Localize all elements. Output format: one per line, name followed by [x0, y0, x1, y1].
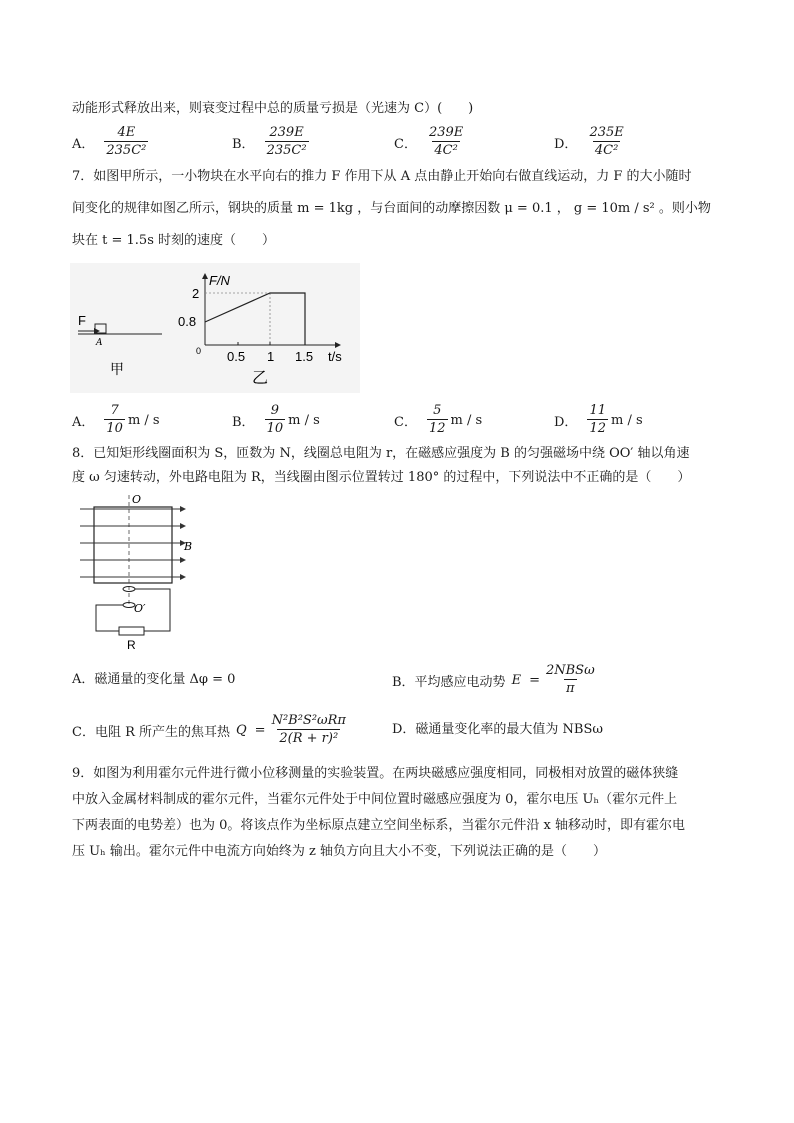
- denominator: 12: [428, 421, 446, 436]
- numerator: 9: [270, 403, 279, 418]
- fraction: [587, 124, 625, 160]
- q8-line-2: 度 ω 匀速转动，外电路电阻为 R，当线圈由图示位置转过 180° 的过程中，下列说法中不正确的是（ ）: [72, 470, 691, 485]
- q9-line-4: 压 Uₕ 输出。霍尔元件中电流方向始终为 z 轴负方向且大小不变，下列说法正确的是（ ）: [72, 844, 606, 859]
- denominator: 235C²: [266, 143, 307, 158]
- q6-option-a[interactable]: [72, 120, 148, 164]
- lhs: Q: [236, 722, 247, 738]
- numerator: N²B²S²ωRπ: [271, 713, 346, 728]
- q8-option-c[interactable]: [72, 708, 348, 752]
- numerator: 2NBSω: [545, 663, 595, 678]
- x-tick-1.5: 1.5: [295, 349, 314, 364]
- force-label: F: [78, 313, 86, 328]
- x-tick-0.5: 0.5: [227, 349, 246, 364]
- q6-stem-tail: 动能形式释放出来，则衰变过程中总的质量亏损是（光速为 C）( ): [72, 101, 474, 116]
- q9-line-3: 下两表面的电势差）也为 0。将该点作为坐标原点建立空间坐标系，当霍尔元件沿 x 轴移动时，即有霍尔电: [72, 818, 686, 833]
- q7-line-1: 7．如图甲所示，一小物块在水平向右的推力 F 作用下从 A 点由静止开始向右做直线运动，力 F 的大小随时: [72, 169, 692, 184]
- option-label: C．电阻 R 所产生的焦耳热: [72, 724, 230, 740]
- y-tick-2: 2: [192, 286, 200, 301]
- option-label: C．: [394, 136, 417, 152]
- y-tick-0.8: 0.8: [178, 314, 197, 329]
- field-arrow: [180, 574, 186, 580]
- denominator: 2(R + r)²: [279, 731, 339, 746]
- fraction: [104, 402, 125, 438]
- q7-line-2: 间变化的规律如图乙所示，钢块的质量 m = 1kg ，与台面间的动摩擦因数 μ = 0.1 ， g = 10m / s² 。则小物: [72, 201, 711, 216]
- denominator: 10: [106, 421, 123, 436]
- fraction: [587, 402, 608, 438]
- numerator: 4E: [117, 125, 136, 140]
- field-arrow: [180, 523, 186, 529]
- origin-label: 0: [196, 346, 202, 356]
- x-axis-label: t/s: [328, 349, 342, 364]
- q7-figure: [70, 263, 360, 393]
- caption-yi: 乙: [252, 368, 269, 387]
- q8-option-b[interactable]: [392, 658, 597, 702]
- q6-options: [72, 120, 732, 164]
- q7-options: [72, 398, 732, 442]
- coil: [94, 507, 172, 583]
- q6-option-b[interactable]: [232, 120, 309, 164]
- q7-option-d[interactable]: [554, 398, 643, 442]
- option-label: A．: [72, 414, 95, 430]
- x-tick-1: 1: [267, 349, 275, 364]
- unit: m / s: [288, 412, 320, 428]
- numerator: 239E: [269, 125, 304, 140]
- option-label: A．: [72, 136, 95, 152]
- numerator: 7: [110, 403, 119, 418]
- q9-line-2: 中放入金属材料制成的霍尔元件，当霍尔元件处于中间位置时磁感应强度为 0，霍尔电压 Uₕ（霍尔元件上: [72, 792, 678, 807]
- q6-option-c[interactable]: [394, 120, 465, 164]
- q7-option-b[interactable]: [232, 398, 320, 442]
- denominator: 4C²: [434, 143, 458, 158]
- q7-option-a[interactable]: [72, 398, 160, 442]
- unit: m / s: [610, 412, 643, 428]
- q8-figure: [74, 493, 198, 655]
- fraction: [544, 662, 597, 698]
- y-axis-label: F/N: [209, 273, 230, 288]
- fraction: [270, 712, 348, 748]
- lhs: E: [511, 672, 522, 688]
- numerator: 235E: [589, 125, 624, 140]
- point-a-label: A: [96, 338, 103, 348]
- q7-option-c[interactable]: [394, 398, 482, 442]
- numerator: 5: [433, 403, 442, 418]
- numerator: 11: [589, 403, 606, 418]
- denominator: π: [566, 681, 575, 696]
- fraction: [427, 124, 465, 160]
- fraction: [265, 402, 286, 438]
- option-label: C．: [394, 414, 417, 430]
- q8-option-a[interactable]: A．磁通量的变化量 Δφ = 0: [72, 672, 236, 687]
- denominator: 10: [266, 421, 284, 436]
- option-label: D．: [554, 136, 578, 152]
- q8-option-d[interactable]: D．磁通量变化率的最大值为 NBSω: [392, 722, 603, 737]
- q7-line-3: 块在 t = 1.5s 时刻的速度（ ）: [72, 233, 275, 248]
- resistor-label: R: [127, 638, 136, 652]
- resistor: [119, 627, 144, 635]
- unit: m / s: [127, 412, 160, 428]
- q9-line-1: 9．如图为利用霍尔元件进行微小位移测量的实验装置。在两块磁感应强度相同，同极相对放置的磁体狭缝: [72, 766, 679, 781]
- fraction: [427, 402, 448, 438]
- option-label: B．: [232, 414, 255, 430]
- caption-jia: 甲: [110, 362, 124, 378]
- fraction: [265, 124, 309, 160]
- equals: =: [529, 672, 540, 688]
- equals: =: [254, 722, 266, 738]
- option-label: B．: [232, 136, 255, 152]
- option-label: B．平均感应电动势: [392, 674, 506, 690]
- denominator: 4C²: [594, 143, 619, 158]
- numerator: 239E: [428, 125, 464, 140]
- field-arrow: [180, 506, 186, 512]
- field-label-b: B: [184, 540, 193, 553]
- axis-label-o: O: [132, 493, 142, 506]
- option-label: D．: [554, 414, 578, 430]
- axis-label-o-prime: O′: [134, 602, 146, 615]
- q6-option-d[interactable]: [554, 120, 626, 164]
- denominator: 235C²: [106, 143, 147, 158]
- q8-line-1: 8．已知矩形线圈面积为 S，匝数为 N，线圈总电阻为 r，在磁感应强度为 B 的匀强磁场中绕 OO′ 轴以角速: [72, 446, 690, 461]
- denominator: 12: [589, 421, 606, 436]
- unit: m / s: [450, 412, 483, 428]
- fraction: [104, 124, 148, 160]
- field-arrow: [180, 557, 186, 563]
